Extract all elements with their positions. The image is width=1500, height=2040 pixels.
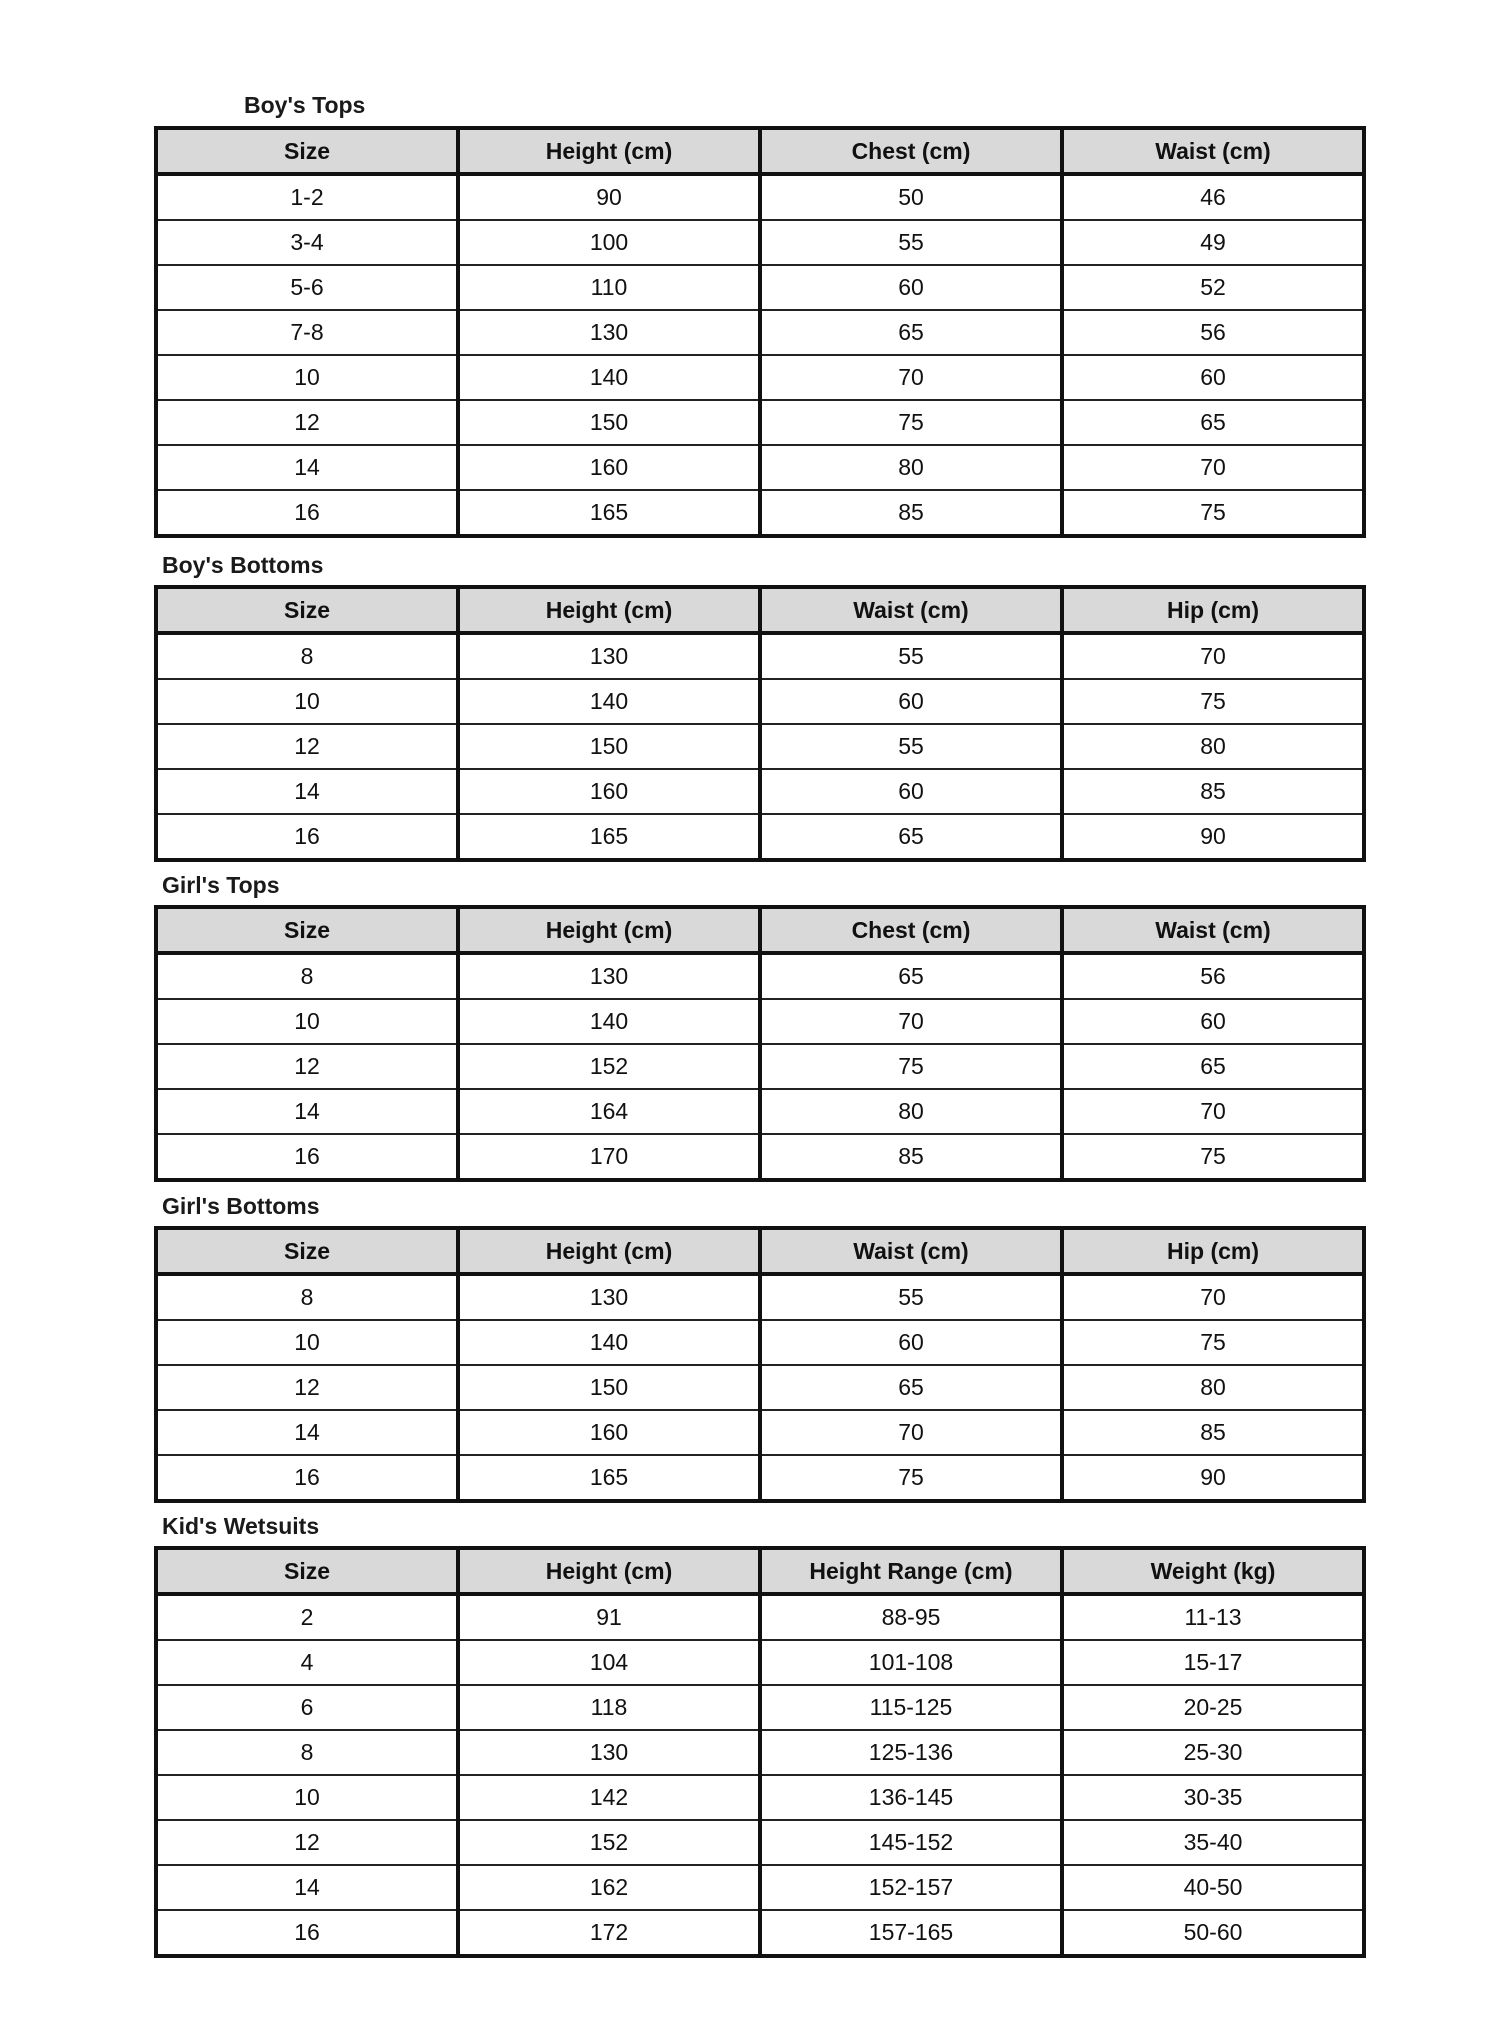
table-row xyxy=(156,1044,1364,1089)
table-cell: 101-108 xyxy=(760,1640,1062,1685)
table-cell: 90 xyxy=(1062,814,1364,860)
table-cell: 8 xyxy=(156,633,458,679)
table-row xyxy=(156,400,1364,445)
table-row xyxy=(156,445,1364,490)
table-cell: 80 xyxy=(1062,1365,1364,1410)
table-cell: 100 xyxy=(458,220,760,265)
table-row xyxy=(156,1685,1364,1730)
table-cell: 14 xyxy=(156,769,458,814)
table-row xyxy=(156,1820,1364,1865)
table-cell: 90 xyxy=(1062,1455,1364,1501)
table-row xyxy=(156,769,1364,814)
table-cell: 104 xyxy=(458,1640,760,1685)
table-cell: 160 xyxy=(458,445,760,490)
table-cell: 165 xyxy=(458,1455,760,1501)
column-header: Waist (cm) xyxy=(1062,128,1364,174)
table-cell: 65 xyxy=(1062,400,1364,445)
table-row xyxy=(156,310,1364,355)
table-cell: 11-13 xyxy=(1062,1594,1364,1640)
column-header: Height (cm) xyxy=(458,128,760,174)
table-row xyxy=(156,1134,1364,1180)
table-cell: 4 xyxy=(156,1640,458,1685)
table-cell: 160 xyxy=(458,769,760,814)
table-header-row xyxy=(156,907,1364,953)
column-header: Waist (cm) xyxy=(760,587,1062,633)
table-cell: 40-50 xyxy=(1062,1865,1364,1910)
table-cell: 60 xyxy=(760,679,1062,724)
table-cell: 14 xyxy=(156,1089,458,1134)
column-header: Size xyxy=(156,1548,458,1594)
table-cell: 125-136 xyxy=(760,1730,1062,1775)
table-cell: 1-2 xyxy=(156,174,458,220)
table-cell: 70 xyxy=(1062,445,1364,490)
table-row xyxy=(156,265,1364,310)
table-cell: 30-35 xyxy=(1062,1775,1364,1820)
table-cell: 10 xyxy=(156,1775,458,1820)
table-cell: 136-145 xyxy=(760,1775,1062,1820)
section-title-girls-bottoms: Girl's Bottoms xyxy=(162,1193,320,1219)
table-cell: 50 xyxy=(760,174,1062,220)
table-cell: 55 xyxy=(760,1274,1062,1320)
table-cell: 16 xyxy=(156,814,458,860)
table-cell: 16 xyxy=(156,1910,458,1956)
table-cell: 8 xyxy=(156,953,458,999)
table-cell: 85 xyxy=(1062,769,1364,814)
column-header: Size xyxy=(156,1228,458,1274)
table-cell: 50-60 xyxy=(1062,1910,1364,1956)
table-cell: 140 xyxy=(458,1320,760,1365)
section-title-boys-tops: Boy's Tops xyxy=(244,92,366,118)
table-cell: 14 xyxy=(156,1865,458,1910)
table-cell: 90 xyxy=(458,174,760,220)
table-cell: 46 xyxy=(1062,174,1364,220)
table-cell: 35-40 xyxy=(1062,1820,1364,1865)
table-cell: 16 xyxy=(156,1134,458,1180)
table-cell: 130 xyxy=(458,953,760,999)
size-table-kids-wetsuits xyxy=(154,1546,1366,1958)
table-cell: 70 xyxy=(760,1410,1062,1455)
table-cell: 60 xyxy=(1062,355,1364,400)
table-cell: 55 xyxy=(760,724,1062,769)
table-cell: 60 xyxy=(760,1320,1062,1365)
column-header: Waist (cm) xyxy=(1062,907,1364,953)
table-cell: 52 xyxy=(1062,265,1364,310)
table-row xyxy=(156,953,1364,999)
table-cell: 12 xyxy=(156,724,458,769)
column-header: Height Range (cm) xyxy=(760,1548,1062,1594)
table-row xyxy=(156,1730,1364,1775)
table-cell: 8 xyxy=(156,1274,458,1320)
table-cell: 12 xyxy=(156,400,458,445)
table-cell: 140 xyxy=(458,355,760,400)
table-row xyxy=(156,1320,1364,1365)
table-cell: 91 xyxy=(458,1594,760,1640)
table-cell: 140 xyxy=(458,679,760,724)
table-cell: 140 xyxy=(458,999,760,1044)
table-cell: 150 xyxy=(458,1365,760,1410)
table-cell: 10 xyxy=(156,355,458,400)
table-cell: 65 xyxy=(760,953,1062,999)
table-cell: 12 xyxy=(156,1365,458,1410)
column-header: Height (cm) xyxy=(458,907,760,953)
table-cell: 145-152 xyxy=(760,1820,1062,1865)
table-cell: 10 xyxy=(156,1320,458,1365)
column-header: Size xyxy=(156,128,458,174)
table-cell: 60 xyxy=(1062,999,1364,1044)
table-row xyxy=(156,355,1364,400)
size-table-girls-bottoms xyxy=(154,1226,1366,1503)
table-row xyxy=(156,633,1364,679)
section-title-kids-wetsuits: Kid's Wetsuits xyxy=(162,1513,320,1539)
table-cell: 12 xyxy=(156,1044,458,1089)
size-table-girls-tops xyxy=(154,905,1366,1182)
section-title-girls-tops: Girl's Tops xyxy=(162,872,280,898)
table-cell: 15-17 xyxy=(1062,1640,1364,1685)
table-cell: 85 xyxy=(760,1134,1062,1180)
table-cell: 70 xyxy=(760,355,1062,400)
table-cell: 70 xyxy=(760,999,1062,1044)
table-cell: 115-125 xyxy=(760,1685,1062,1730)
table-cell: 88-95 xyxy=(760,1594,1062,1640)
table-cell: 70 xyxy=(1062,633,1364,679)
table-header-row xyxy=(156,1548,1364,1594)
table-header-row xyxy=(156,587,1364,633)
table-cell: 80 xyxy=(760,1089,1062,1134)
column-header: Hip (cm) xyxy=(1062,587,1364,633)
table-cell: 70 xyxy=(1062,1274,1364,1320)
table-cell: 5-6 xyxy=(156,265,458,310)
table-cell: 80 xyxy=(1062,724,1364,769)
column-header: Waist (cm) xyxy=(760,1228,1062,1274)
table-cell: 65 xyxy=(760,310,1062,355)
table-cell: 10 xyxy=(156,679,458,724)
table-cell: 80 xyxy=(760,445,1062,490)
table-row xyxy=(156,220,1364,265)
table-row xyxy=(156,679,1364,724)
table-cell: 130 xyxy=(458,1274,760,1320)
table-row xyxy=(156,814,1364,860)
table-cell: 3-4 xyxy=(156,220,458,265)
table-cell: 130 xyxy=(458,633,760,679)
table-row xyxy=(156,1365,1364,1410)
column-header: Size xyxy=(156,907,458,953)
table-cell: 16 xyxy=(156,1455,458,1501)
table-cell: 2 xyxy=(156,1594,458,1640)
table-cell: 164 xyxy=(458,1089,760,1134)
table-row xyxy=(156,1865,1364,1910)
table-cell: 75 xyxy=(760,1455,1062,1501)
table-cell: 162 xyxy=(458,1865,760,1910)
table-cell: 55 xyxy=(760,633,1062,679)
column-header: Chest (cm) xyxy=(760,128,1062,174)
table-row xyxy=(156,1089,1364,1134)
table-cell: 65 xyxy=(760,814,1062,860)
column-header: Height (cm) xyxy=(458,1228,760,1274)
table-cell: 75 xyxy=(1062,1134,1364,1180)
table-cell: 150 xyxy=(458,724,760,769)
table-cell: 118 xyxy=(458,1685,760,1730)
table-cell: 70 xyxy=(1062,1089,1364,1134)
column-header: Chest (cm) xyxy=(760,907,1062,953)
table-cell: 75 xyxy=(760,1044,1062,1089)
table-cell: 56 xyxy=(1062,953,1364,999)
table-row xyxy=(156,1775,1364,1820)
table-cell: 130 xyxy=(458,1730,760,1775)
table-cell: 6 xyxy=(156,1685,458,1730)
table-cell: 85 xyxy=(1062,1410,1364,1455)
column-header: Hip (cm) xyxy=(1062,1228,1364,1274)
table-cell: 60 xyxy=(760,769,1062,814)
table-row xyxy=(156,1910,1364,1956)
table-cell: 75 xyxy=(1062,490,1364,536)
table-cell: 65 xyxy=(760,1365,1062,1410)
table-cell: 75 xyxy=(760,400,1062,445)
table-cell: 85 xyxy=(760,490,1062,536)
table-cell: 8 xyxy=(156,1730,458,1775)
table-cell: 165 xyxy=(458,490,760,536)
table-row xyxy=(156,490,1364,536)
table-cell: 152-157 xyxy=(760,1865,1062,1910)
table-cell: 10 xyxy=(156,999,458,1044)
table-header-row xyxy=(156,128,1364,174)
table-cell: 14 xyxy=(156,445,458,490)
table-cell: 152 xyxy=(458,1820,760,1865)
table-cell: 130 xyxy=(458,310,760,355)
table-cell: 75 xyxy=(1062,1320,1364,1365)
column-header: Size xyxy=(156,587,458,633)
column-header: Height (cm) xyxy=(458,587,760,633)
table-cell: 65 xyxy=(1062,1044,1364,1089)
table-row xyxy=(156,1640,1364,1685)
table-cell: 16 xyxy=(156,490,458,536)
section-title-boys-bottoms: Boy's Bottoms xyxy=(162,552,324,578)
table-cell: 60 xyxy=(760,265,1062,310)
table-cell: 14 xyxy=(156,1410,458,1455)
table-cell: 20-25 xyxy=(1062,1685,1364,1730)
table-row xyxy=(156,999,1364,1044)
table-cell: 165 xyxy=(458,814,760,860)
table-cell: 25-30 xyxy=(1062,1730,1364,1775)
table-cell: 55 xyxy=(760,220,1062,265)
size-table-boys-tops xyxy=(154,126,1366,538)
table-header-row xyxy=(156,1228,1364,1274)
table-cell: 110 xyxy=(458,265,760,310)
column-header: Height (cm) xyxy=(458,1548,760,1594)
table-cell: 75 xyxy=(1062,679,1364,724)
size-table-boys-bottoms xyxy=(154,585,1366,862)
table-row xyxy=(156,724,1364,769)
table-cell: 157-165 xyxy=(760,1910,1062,1956)
table-cell: 160 xyxy=(458,1410,760,1455)
column-header: Weight (kg) xyxy=(1062,1548,1364,1594)
table-cell: 150 xyxy=(458,400,760,445)
table-row xyxy=(156,1274,1364,1320)
table-cell: 49 xyxy=(1062,220,1364,265)
table-cell: 170 xyxy=(458,1134,760,1180)
table-cell: 7-8 xyxy=(156,310,458,355)
table-row xyxy=(156,174,1364,220)
table-cell: 56 xyxy=(1062,310,1364,355)
table-cell: 172 xyxy=(458,1910,760,1956)
table-row xyxy=(156,1410,1364,1455)
table-row xyxy=(156,1455,1364,1501)
table-cell: 142 xyxy=(458,1775,760,1820)
table-cell: 152 xyxy=(458,1044,760,1089)
table-cell: 12 xyxy=(156,1820,458,1865)
table-row xyxy=(156,1594,1364,1640)
